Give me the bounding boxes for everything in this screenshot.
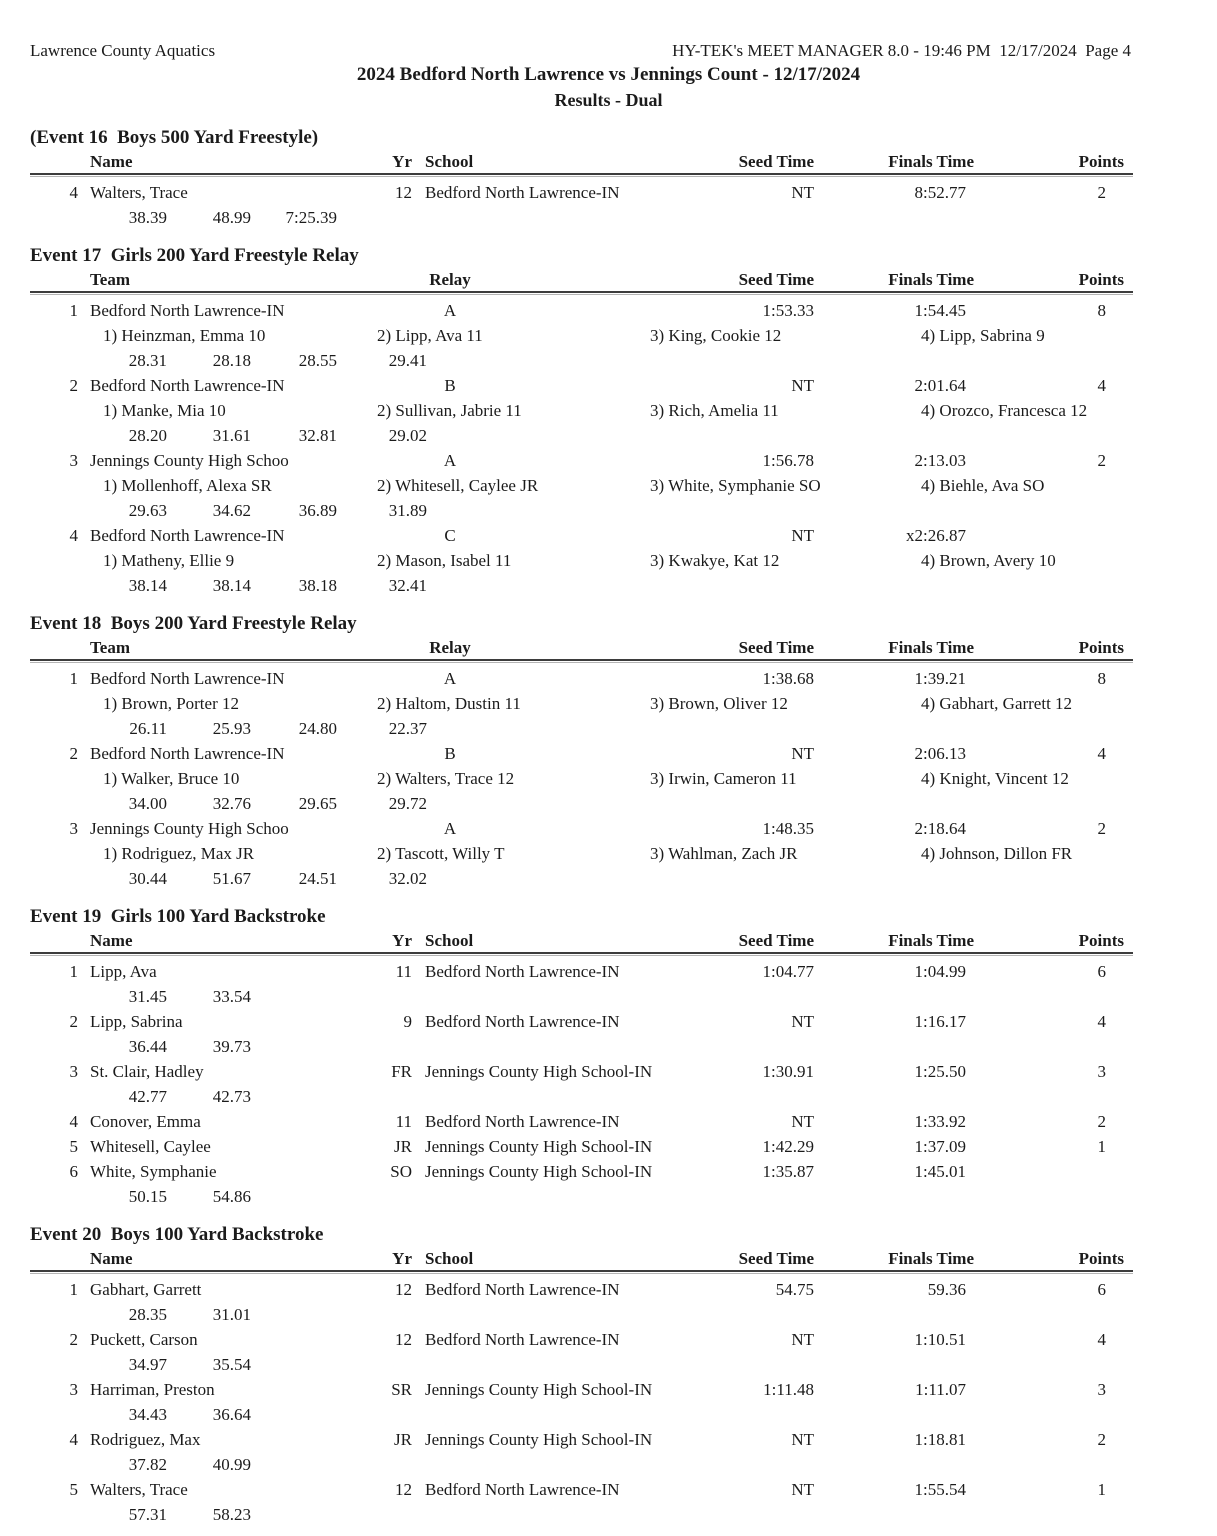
split-time: 26.11 bbox=[129, 719, 167, 738]
school-cell: Bedford North Lawrence-IN bbox=[425, 1480, 620, 1499]
school-cell: Bedford North Lawrence-IN bbox=[425, 962, 620, 981]
split-time: 29.41 bbox=[388, 351, 427, 370]
split-time: 29.63 bbox=[128, 501, 167, 520]
relay-letter: A bbox=[443, 669, 457, 688]
seed-time: 1:04.77 bbox=[762, 962, 814, 981]
seed-time: 1:48.35 bbox=[762, 819, 814, 838]
seed-time: NT bbox=[791, 376, 814, 395]
header-rule bbox=[30, 659, 1133, 663]
split-time: 31.45 bbox=[128, 987, 167, 1006]
column-header-points: Points bbox=[1078, 638, 1124, 657]
column-header-finals-time: Finals Time bbox=[888, 638, 974, 657]
seed-time: 1:30.91 bbox=[762, 1062, 814, 1081]
school-cell: Jennings County High School-IN bbox=[425, 1380, 653, 1399]
finals-time: 1:25.50 bbox=[914, 1062, 966, 1081]
splits-row bbox=[0, 574, 1217, 599]
result-row bbox=[0, 960, 1217, 985]
relay-swimmers-row bbox=[0, 692, 1217, 717]
column-header-yr: Yr bbox=[392, 931, 412, 950]
school-cell: Bedford North Lawrence-IN bbox=[425, 183, 620, 202]
result-row bbox=[0, 1328, 1217, 1353]
year-cell: 12 bbox=[395, 1330, 412, 1349]
split-time: 31.01 bbox=[212, 1305, 251, 1324]
split-time: 54.86 bbox=[212, 1187, 251, 1206]
splits-row bbox=[0, 867, 1217, 892]
split-time: 24.51 bbox=[298, 869, 337, 888]
finals-time: 2:06.13 bbox=[914, 744, 966, 763]
seed-time: 1:35.87 bbox=[762, 1162, 814, 1181]
split-time: 51.67 bbox=[212, 869, 251, 888]
splits-row bbox=[0, 1303, 1217, 1328]
result-row bbox=[0, 181, 1217, 206]
event-heading: (Event 16 Boys 500 Yard Freestyle) bbox=[30, 127, 319, 148]
place-cell: 2 bbox=[69, 1330, 78, 1349]
result-row bbox=[0, 667, 1217, 692]
seed-time: 54.75 bbox=[775, 1280, 814, 1299]
team-name: Jennings County High Schoo bbox=[90, 819, 289, 838]
header-rule bbox=[30, 952, 1133, 956]
result-row bbox=[0, 1135, 1217, 1160]
finals-time: 2:18.64 bbox=[914, 819, 966, 838]
split-time: 28.55 bbox=[298, 351, 337, 370]
swimmer-name: Harriman, Preston bbox=[90, 1380, 215, 1399]
split-time: 32.02 bbox=[388, 869, 427, 888]
column-header-seed-time: Seed Time bbox=[738, 270, 814, 289]
split-time: 38.14 bbox=[212, 576, 251, 595]
result-row bbox=[0, 1378, 1217, 1403]
relay-swimmers-row bbox=[0, 324, 1217, 349]
column-header-points: Points bbox=[1078, 270, 1124, 289]
relay-swimmer: 4) Gabhart, Garrett 12 bbox=[921, 694, 1073, 713]
points-cell: 4 bbox=[1097, 1330, 1106, 1349]
relay-swimmer: 4) Johnson, Dillon FR bbox=[921, 844, 1073, 863]
split-time: 42.73 bbox=[212, 1087, 251, 1106]
place-cell: 4 bbox=[69, 183, 78, 202]
points-cell: 2 bbox=[1097, 183, 1106, 202]
points-cell: 8 bbox=[1097, 669, 1106, 688]
finals-time: 1:45.01 bbox=[914, 1162, 966, 1181]
relay-swimmers-row bbox=[0, 767, 1217, 792]
team-name: Bedford North Lawrence-IN bbox=[90, 301, 285, 320]
split-time: 37.82 bbox=[128, 1455, 167, 1474]
result-row bbox=[0, 1010, 1217, 1035]
place-cell: 1 bbox=[69, 962, 78, 981]
relay-swimmer: 3) Rich, Amelia 11 bbox=[650, 401, 779, 420]
place-cell: 2 bbox=[69, 376, 78, 395]
column-header-yr: Yr bbox=[392, 1249, 412, 1268]
place-cell: 5 bbox=[69, 1480, 78, 1499]
result-row bbox=[0, 742, 1217, 767]
seed-time: NT bbox=[791, 1480, 814, 1499]
table-header-row bbox=[0, 269, 1217, 291]
split-time: 38.39 bbox=[128, 208, 167, 227]
split-time: 50.15 bbox=[128, 1187, 167, 1206]
relay-swimmer: 2) Walters, Trace 12 bbox=[377, 769, 515, 788]
team-name: Bedford North Lawrence-IN bbox=[90, 744, 285, 763]
result-row bbox=[0, 1110, 1217, 1135]
place-cell: 2 bbox=[69, 1012, 78, 1031]
splits-row bbox=[0, 1503, 1217, 1528]
relay-swimmer: 2) Mason, Isabel 11 bbox=[377, 551, 512, 570]
school-cell: Bedford North Lawrence-IN bbox=[425, 1112, 620, 1131]
split-time: 33.54 bbox=[212, 987, 251, 1006]
place-cell: 2 bbox=[69, 744, 78, 763]
points-cell: 3 bbox=[1097, 1380, 1106, 1399]
event-heading: Event 19 Girls 100 Yard Backstroke bbox=[30, 906, 326, 927]
split-time: 28.31 bbox=[128, 351, 167, 370]
points-cell: 1 bbox=[1097, 1137, 1106, 1156]
finals-time: 1:39.21 bbox=[914, 669, 966, 688]
relay-swimmer: 4) Orozco, Francesca 12 bbox=[921, 401, 1088, 420]
result-row bbox=[0, 299, 1217, 324]
column-header-name: Name bbox=[90, 931, 133, 950]
column-header-seed-time: Seed Time bbox=[738, 638, 814, 657]
finals-time: 59.36 bbox=[927, 1280, 966, 1299]
split-time: 30.44 bbox=[128, 869, 167, 888]
team-name: Jennings County High Schoo bbox=[90, 451, 289, 470]
swimmer-name: Whitesell, Caylee bbox=[90, 1137, 211, 1156]
finals-time: 1:11.07 bbox=[915, 1380, 966, 1399]
points-cell: 4 bbox=[1097, 376, 1106, 395]
seed-time: NT bbox=[791, 1430, 814, 1449]
event-heading: Event 20 Boys 100 Yard Backstroke bbox=[30, 1224, 324, 1245]
finals-time: x2:26.87 bbox=[906, 526, 966, 545]
result-row bbox=[0, 1428, 1217, 1453]
split-time: 36.89 bbox=[298, 501, 337, 520]
points-cell: 2 bbox=[1097, 451, 1106, 470]
split-time: 28.20 bbox=[128, 426, 167, 445]
team-name: Bedford North Lawrence-IN bbox=[90, 526, 285, 545]
place-cell: 1 bbox=[69, 301, 78, 320]
split-time: 24.80 bbox=[298, 719, 337, 738]
seed-time: NT bbox=[791, 526, 814, 545]
split-time: 39.73 bbox=[212, 1037, 251, 1056]
column-header-name: Name bbox=[90, 152, 133, 171]
column-header-finals-time: Finals Time bbox=[888, 1249, 974, 1268]
split-time: 36.64 bbox=[212, 1405, 251, 1424]
splits-row bbox=[0, 1035, 1217, 1060]
place-cell: 6 bbox=[69, 1162, 78, 1181]
split-time: 22.37 bbox=[388, 719, 427, 738]
split-time: 29.72 bbox=[388, 794, 427, 813]
swimmer-name: St. Clair, Hadley bbox=[90, 1062, 204, 1081]
event-section-5 bbox=[0, 1223, 1217, 1528]
place-cell: 3 bbox=[69, 1380, 78, 1399]
relay-swimmer: 4) Biehle, Ava SO bbox=[921, 476, 1045, 495]
column-header-relay: Relay bbox=[429, 638, 471, 657]
seed-time: 1:11.48 bbox=[763, 1380, 814, 1399]
seed-time: 1:56.78 bbox=[762, 451, 814, 470]
swimmer-name: Walters, Trace bbox=[90, 1480, 188, 1499]
table-header-row bbox=[0, 930, 1217, 952]
split-time: 29.02 bbox=[388, 426, 427, 445]
place-cell: 1 bbox=[69, 1280, 78, 1299]
relay-swimmers-row bbox=[0, 399, 1217, 424]
header-rule bbox=[30, 1270, 1133, 1274]
relay-swimmer: 1) Walker, Bruce 10 bbox=[103, 769, 240, 788]
seed-time: NT bbox=[791, 1330, 814, 1349]
result-row bbox=[0, 1478, 1217, 1503]
relay-swimmers-row bbox=[0, 549, 1217, 574]
seed-time: NT bbox=[791, 1112, 814, 1131]
split-time: 32.76 bbox=[212, 794, 251, 813]
points-cell: 2 bbox=[1097, 1112, 1106, 1131]
split-time: 34.43 bbox=[128, 1405, 167, 1424]
relay-swimmer: 4) Lipp, Sabrina 9 bbox=[921, 326, 1045, 345]
place-cell: 4 bbox=[69, 526, 78, 545]
finals-time: 1:10.51 bbox=[914, 1330, 966, 1349]
seed-time: 1:53.33 bbox=[762, 301, 814, 320]
year-cell: FR bbox=[391, 1062, 412, 1081]
relay-letter: C bbox=[444, 526, 456, 545]
relay-letter: A bbox=[443, 819, 457, 838]
results-subtitle: Results - Dual bbox=[554, 90, 663, 110]
year-cell: 12 bbox=[395, 1280, 412, 1299]
splits-row bbox=[0, 985, 1217, 1010]
split-time: 57.31 bbox=[128, 1505, 167, 1524]
relay-swimmers-row bbox=[0, 842, 1217, 867]
page-header bbox=[0, 40, 1217, 62]
meet-manager-info: HY-TEK's MEET MANAGER 8.0 - 19:46 PM 12/17/2024 Page 4 bbox=[672, 41, 1131, 60]
relay-swimmer: 2) Sullivan, Jabrie 11 bbox=[377, 401, 522, 420]
column-header-school: School bbox=[425, 1249, 474, 1268]
split-time: 58.23 bbox=[212, 1505, 251, 1524]
year-cell: 12 bbox=[395, 1480, 412, 1499]
split-time: 42.77 bbox=[128, 1087, 167, 1106]
swimmer-name: Lipp, Ava bbox=[90, 962, 157, 981]
split-time: 29.65 bbox=[298, 794, 337, 813]
relay-swimmer: 3) Brown, Oliver 12 bbox=[650, 694, 788, 713]
result-row bbox=[0, 1278, 1217, 1303]
relay-swimmer: 1) Brown, Porter 12 bbox=[103, 694, 239, 713]
place-cell: 4 bbox=[69, 1112, 78, 1131]
events-container bbox=[0, 126, 1217, 1528]
year-cell: JR bbox=[394, 1137, 412, 1156]
swimmer-name: Gabhart, Garrett bbox=[90, 1280, 202, 1299]
year-cell: JR bbox=[394, 1430, 412, 1449]
table-header-row bbox=[0, 1248, 1217, 1270]
school-cell: Jennings County High School-IN bbox=[425, 1062, 653, 1081]
relay-letter: B bbox=[444, 744, 456, 763]
split-time: 31.89 bbox=[388, 501, 427, 520]
school-cell: Bedford North Lawrence-IN bbox=[425, 1330, 620, 1349]
finals-time: 1:04.99 bbox=[914, 962, 966, 981]
finals-time: 2:13.03 bbox=[914, 451, 966, 470]
swimmer-name: Rodriguez, Max bbox=[90, 1430, 201, 1449]
relay-swimmer: 1) Matheny, Ellie 9 bbox=[103, 551, 235, 570]
column-header-school: School bbox=[425, 931, 474, 950]
relay-swimmer: 1) Heinzman, Emma 10 bbox=[103, 326, 266, 345]
seed-time: 1:42.29 bbox=[762, 1137, 814, 1156]
relay-swimmer: 1) Manke, Mia 10 bbox=[103, 401, 226, 420]
points-cell: 4 bbox=[1097, 744, 1106, 763]
column-header-seed-time: Seed Time bbox=[738, 1249, 814, 1268]
column-header-school: School bbox=[425, 152, 474, 171]
team-name: Bedford North Lawrence-IN bbox=[90, 376, 285, 395]
relay-letter: B bbox=[444, 376, 456, 395]
column-header-points: Points bbox=[1078, 1249, 1124, 1268]
split-time: 38.18 bbox=[298, 576, 337, 595]
place-cell: 1 bbox=[69, 669, 78, 688]
header-rule bbox=[30, 291, 1133, 295]
team-name: Bedford North Lawrence-IN bbox=[90, 669, 285, 688]
finals-time: 8:52.77 bbox=[914, 183, 966, 202]
splits-row bbox=[0, 499, 1217, 524]
points-cell: 2 bbox=[1097, 1430, 1106, 1449]
split-time: 28.35 bbox=[128, 1305, 167, 1324]
relay-swimmers-row bbox=[0, 474, 1217, 499]
split-time: 34.62 bbox=[212, 501, 251, 520]
event-heading: Event 17 Girls 200 Yard Freestyle Relay bbox=[30, 245, 359, 266]
table-header-row bbox=[0, 151, 1217, 173]
host-team-name: Lawrence County Aquatics bbox=[30, 41, 216, 60]
split-time: 31.61 bbox=[212, 426, 251, 445]
swimmer-name: Conover, Emma bbox=[90, 1112, 201, 1131]
split-time: 34.97 bbox=[128, 1355, 167, 1374]
column-header-team: Team bbox=[90, 270, 130, 289]
result-row bbox=[0, 1060, 1217, 1085]
event-section-1 bbox=[0, 126, 1217, 231]
split-time: 40.99 bbox=[212, 1455, 251, 1474]
finals-time: 1:16.17 bbox=[914, 1012, 966, 1031]
points-cell: 2 bbox=[1097, 819, 1106, 838]
swimmer-name: Walters, Trace bbox=[90, 183, 188, 202]
seed-time: NT bbox=[791, 1012, 814, 1031]
result-row bbox=[0, 817, 1217, 842]
result-row bbox=[0, 1160, 1217, 1185]
points-cell: 1 bbox=[1097, 1480, 1106, 1499]
splits-row bbox=[0, 717, 1217, 742]
event-section-4 bbox=[0, 905, 1217, 1210]
school-cell: Jennings County High School-IN bbox=[425, 1430, 653, 1449]
column-header-finals-time: Finals Time bbox=[888, 270, 974, 289]
finals-time: 2:01.64 bbox=[914, 376, 966, 395]
splits-row bbox=[0, 792, 1217, 817]
result-row bbox=[0, 524, 1217, 549]
relay-swimmer: 4) Knight, Vincent 12 bbox=[921, 769, 1069, 788]
finals-time: 1:55.54 bbox=[914, 1480, 966, 1499]
place-cell: 3 bbox=[69, 819, 78, 838]
column-header-points: Points bbox=[1078, 931, 1124, 950]
splits-row bbox=[0, 349, 1217, 374]
split-time: 48.99 bbox=[212, 208, 251, 227]
finals-time: 1:33.92 bbox=[914, 1112, 966, 1131]
year-cell: 11 bbox=[395, 1112, 412, 1131]
column-header-finals-time: Finals Time bbox=[888, 152, 974, 171]
relay-swimmer: 1) Rodriguez, Max JR bbox=[103, 844, 255, 863]
seed-time: NT bbox=[791, 183, 814, 202]
relay-swimmer: 1) Mollenhoff, Alexa SR bbox=[103, 476, 272, 495]
relay-swimmer: 2) Tascott, Willy T bbox=[377, 844, 505, 863]
relay-letter: A bbox=[443, 451, 457, 470]
relay-swimmer: 3) King, Cookie 12 bbox=[650, 326, 782, 345]
event-section-3 bbox=[0, 612, 1217, 892]
split-time: 34.00 bbox=[128, 794, 167, 813]
year-cell: SO bbox=[390, 1162, 412, 1181]
place-cell: 3 bbox=[69, 1062, 78, 1081]
relay-swimmer: 2) Lipp, Ava 11 bbox=[377, 326, 483, 345]
splits-row bbox=[0, 1353, 1217, 1378]
splits-row bbox=[0, 1085, 1217, 1110]
points-cell: 6 bbox=[1097, 962, 1106, 981]
relay-swimmer: 4) Brown, Avery 10 bbox=[921, 551, 1056, 570]
splits-row bbox=[0, 1185, 1217, 1210]
relay-letter: A bbox=[443, 301, 457, 320]
column-header-yr: Yr bbox=[392, 152, 412, 171]
points-cell: 4 bbox=[1097, 1012, 1106, 1031]
finals-time: 1:18.81 bbox=[914, 1430, 966, 1449]
event-section-2 bbox=[0, 244, 1217, 599]
finals-time: 1:54.45 bbox=[914, 301, 966, 320]
year-cell: 12 bbox=[395, 183, 412, 202]
place-cell: 3 bbox=[69, 451, 78, 470]
school-cell: Bedford North Lawrence-IN bbox=[425, 1280, 620, 1299]
split-time: 28.18 bbox=[212, 351, 251, 370]
column-header-seed-time: Seed Time bbox=[738, 931, 814, 950]
split-time: 32.41 bbox=[388, 576, 427, 595]
points-cell: 3 bbox=[1097, 1062, 1106, 1081]
points-cell: 6 bbox=[1097, 1280, 1106, 1299]
year-cell: SR bbox=[391, 1380, 412, 1399]
split-time: 35.54 bbox=[212, 1355, 251, 1374]
swimmer-name: Puckett, Carson bbox=[90, 1330, 198, 1349]
header-rule bbox=[30, 173, 1133, 177]
column-header-finals-time: Finals Time bbox=[888, 931, 974, 950]
place-cell: 4 bbox=[69, 1430, 78, 1449]
school-cell: Jennings County High School-IN bbox=[425, 1162, 653, 1181]
splits-row bbox=[0, 424, 1217, 449]
school-cell: Jennings County High School-IN bbox=[425, 1137, 653, 1156]
place-cell: 5 bbox=[69, 1137, 78, 1156]
column-header-seed-time: Seed Time bbox=[738, 152, 814, 171]
school-cell: Bedford North Lawrence-IN bbox=[425, 1012, 620, 1031]
column-header-relay: Relay bbox=[429, 270, 471, 289]
relay-swimmer: 3) Wahlman, Zach JR bbox=[650, 844, 798, 863]
relay-swimmer: 2) Whitesell, Caylee JR bbox=[377, 476, 539, 495]
result-row bbox=[0, 449, 1217, 474]
swimmer-name: Lipp, Sabrina bbox=[90, 1012, 183, 1031]
seed-time: 1:38.68 bbox=[762, 669, 814, 688]
split-time: 25.93 bbox=[212, 719, 251, 738]
column-header-team: Team bbox=[90, 638, 130, 657]
relay-swimmer: 3) Kwakye, Kat 12 bbox=[650, 551, 780, 570]
year-cell: 9 bbox=[403, 1012, 412, 1031]
split-time: 32.81 bbox=[298, 426, 337, 445]
split-time: 36.44 bbox=[128, 1037, 167, 1056]
result-row bbox=[0, 374, 1217, 399]
column-header-name: Name bbox=[90, 1249, 133, 1268]
split-time: 38.14 bbox=[128, 576, 167, 595]
splits-row bbox=[0, 1453, 1217, 1478]
points-cell: 8 bbox=[1097, 301, 1106, 320]
event-heading: Event 18 Boys 200 Yard Freestyle Relay bbox=[30, 613, 357, 634]
column-header-points: Points bbox=[1078, 152, 1124, 171]
relay-swimmer: 2) Haltom, Dustin 11 bbox=[377, 694, 521, 713]
splits-row bbox=[0, 1403, 1217, 1428]
splits-row bbox=[0, 206, 1217, 231]
finals-time: 1:37.09 bbox=[914, 1137, 966, 1156]
relay-swimmer: 3) Irwin, Cameron 11 bbox=[650, 769, 797, 788]
split-time: 7:25.39 bbox=[285, 208, 337, 227]
seed-time: NT bbox=[791, 744, 814, 763]
table-header-row bbox=[0, 637, 1217, 659]
relay-swimmer: 3) White, Symphanie SO bbox=[650, 476, 821, 495]
meet-title: 2024 Bedford North Lawrence vs Jennings Count - 12/17/2024 bbox=[356, 64, 861, 85]
swimmer-name: White, Symphanie bbox=[90, 1162, 217, 1181]
year-cell: 11 bbox=[395, 962, 412, 981]
